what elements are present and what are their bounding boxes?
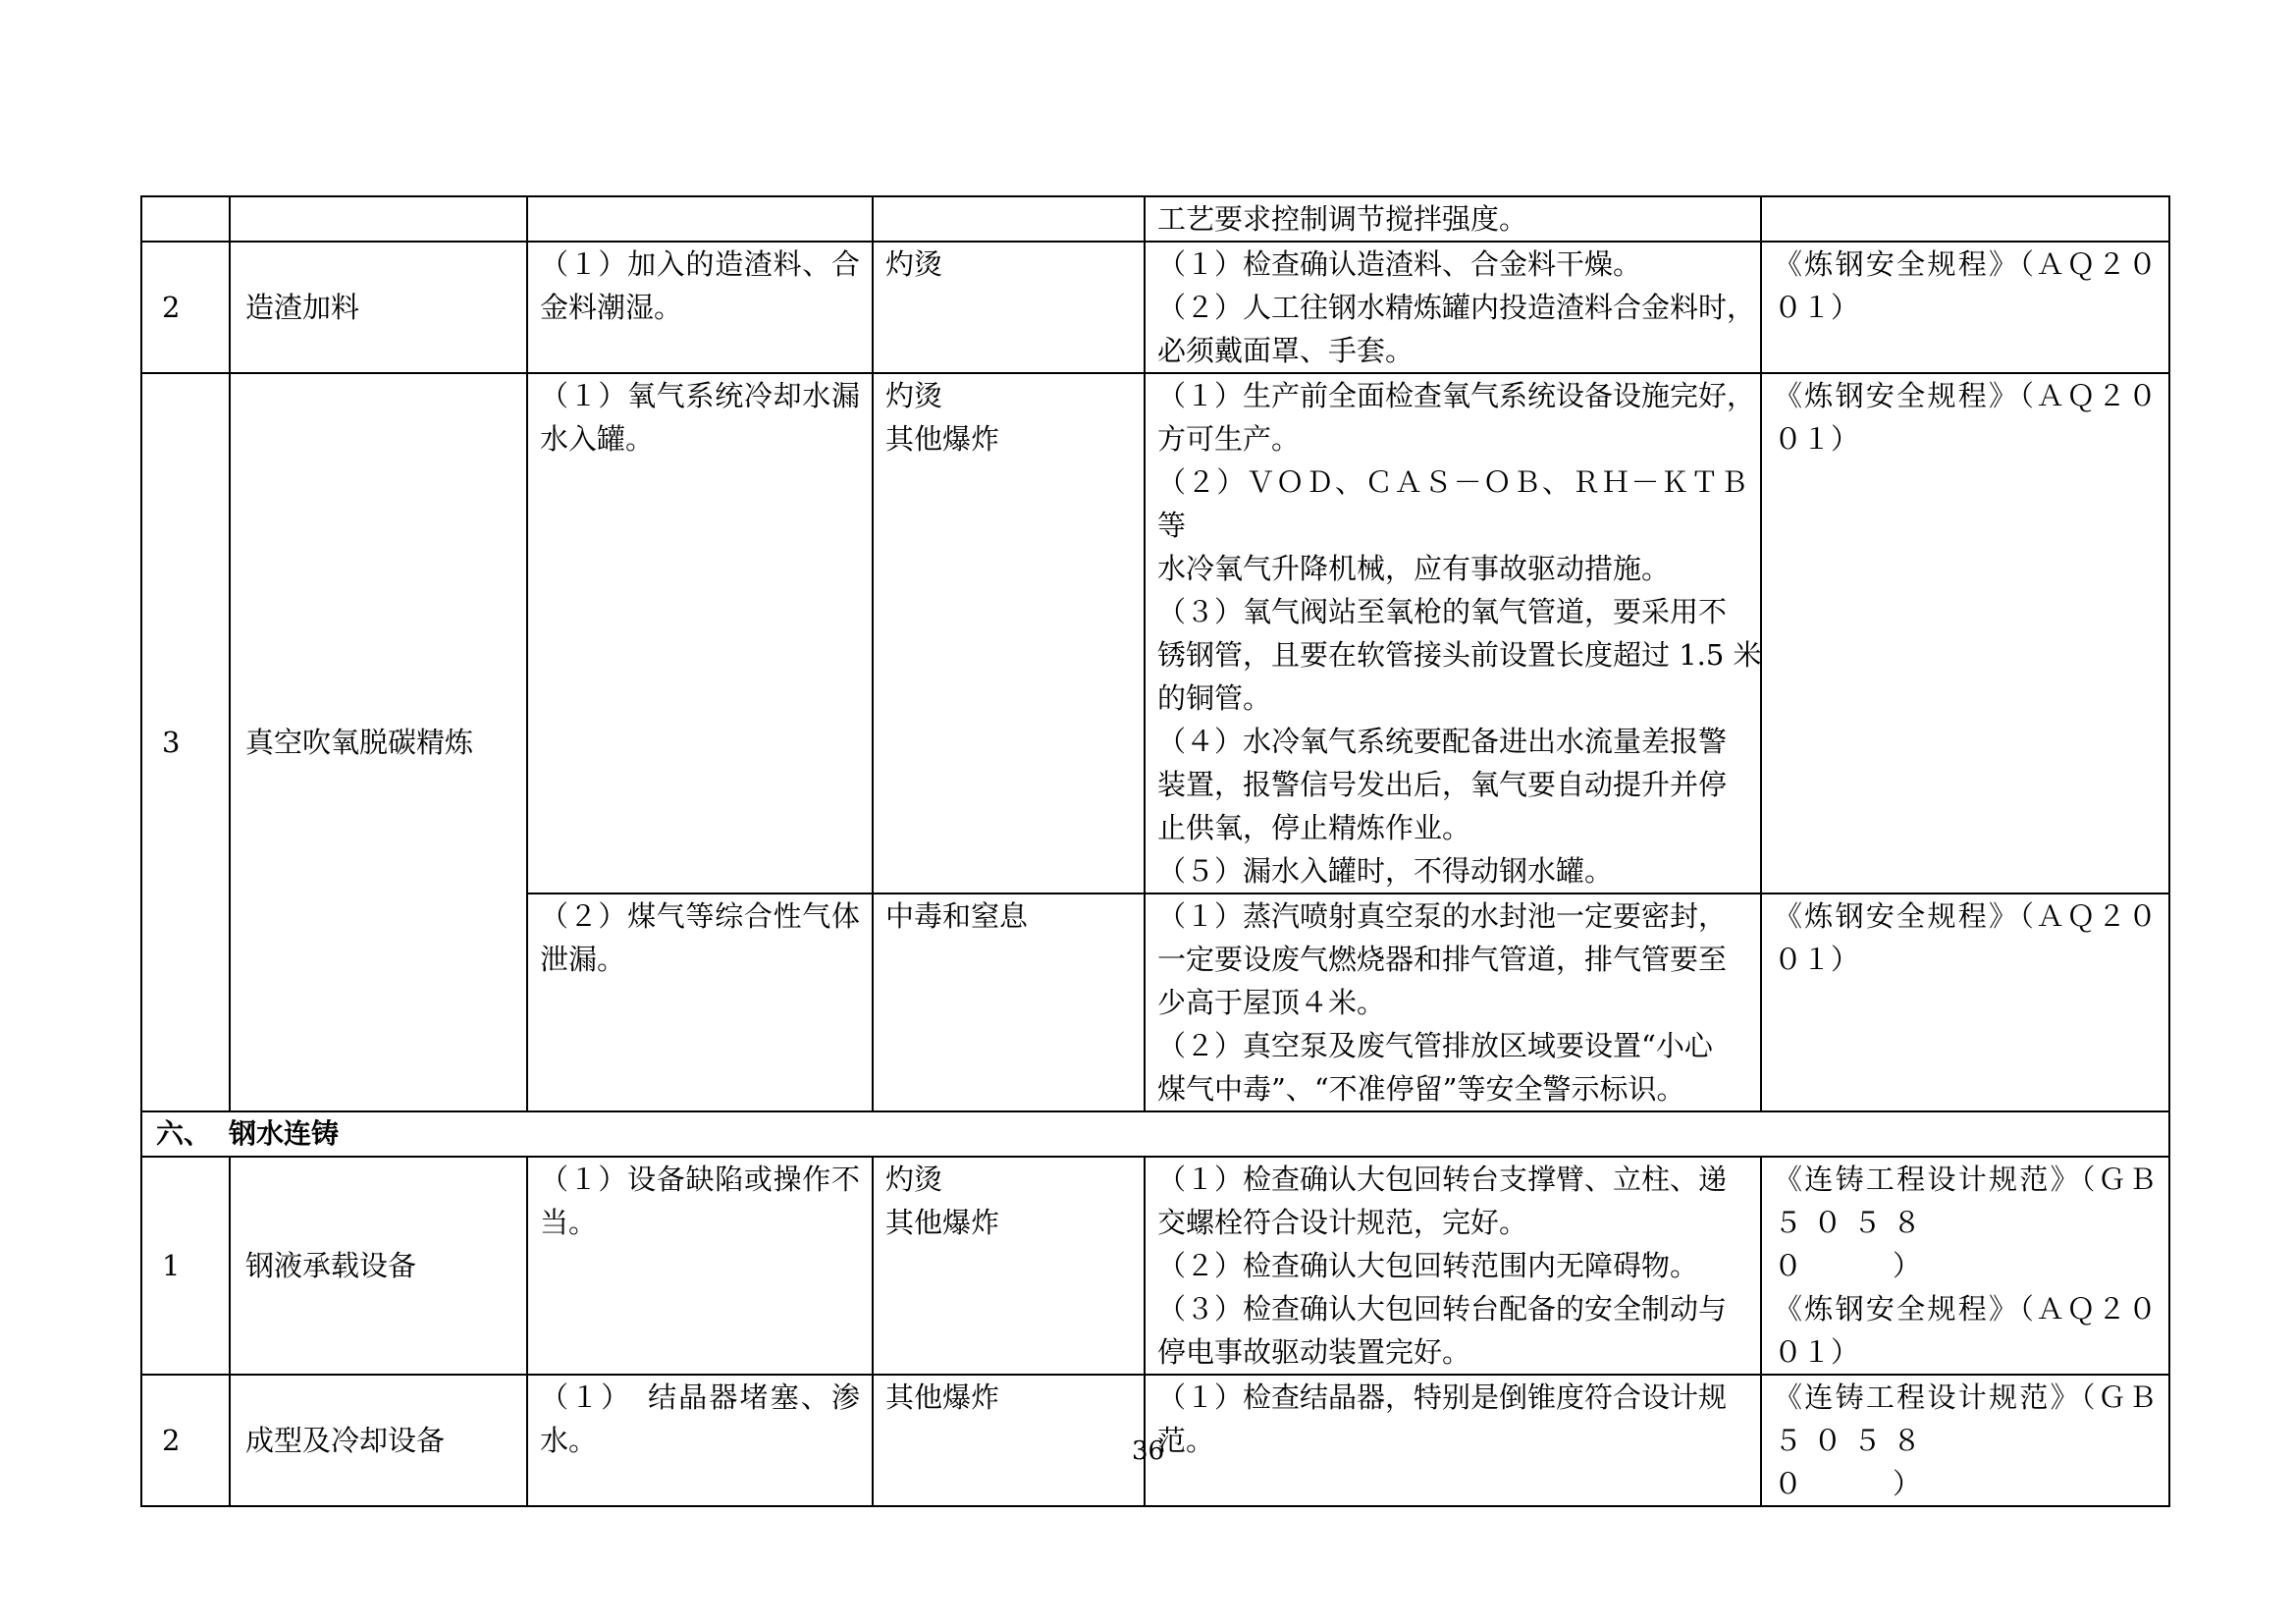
measure-line: 一定要设废气燃烧器和排气管道，排气管要至: [1157, 943, 1728, 976]
measure-line: 的铜管。: [1157, 681, 1272, 715]
cell-cause: [527, 893, 873, 1111]
measure-line: （２）检查确认大包回转范围内无障碍物。: [1157, 1249, 1699, 1282]
measure-line: （１）检查结晶器，特别是倒锥度符合设计规: [1157, 1380, 1728, 1414]
row-number: 3: [141, 373, 230, 1111]
basis-line: 《连铸工程设计规范》（ＧＢ: [1774, 1380, 2157, 1414]
cause-line: （１）氧气系统冷却水漏: [540, 379, 860, 412]
cause-line: 水。: [540, 1424, 598, 1457]
row-number: 2: [141, 1375, 230, 1506]
measure-line: 方可生产。: [1157, 422, 1301, 456]
cause-line: 当。: [540, 1206, 598, 1239]
cell-cause: [527, 196, 873, 242]
table-row-continued: [141, 196, 2169, 242]
cause-line: 金料潮湿。: [540, 291, 683, 324]
hazard-table: [140, 195, 2170, 1507]
cause-line: （１） 结晶器堵塞、渗: [540, 1380, 860, 1414]
cause-line: 泄漏。: [540, 943, 626, 976]
measure-line: （３）检查确认大包回转台配备的安全制动与: [1157, 1292, 1728, 1326]
cell-measures: [1145, 1157, 1761, 1375]
table-row: [141, 373, 2169, 893]
cell-cause: [527, 1157, 873, 1375]
cause-line: （２）煤气等综合性气体: [540, 899, 860, 933]
measure-line: 交螺栓符合设计规范，完好。: [1157, 1206, 1528, 1239]
cell-basis: [1761, 893, 2169, 1111]
process-item: 造渣加料: [230, 242, 527, 373]
basis-line: ０１）: [1774, 1335, 1860, 1369]
cell-accident: [873, 893, 1145, 1111]
cell-basis: [1761, 242, 2169, 373]
accident-type: 中毒和窒息: [885, 899, 1029, 933]
basis-line: 《炼钢安全规程》（ＡＱ２０: [1774, 1292, 2157, 1326]
cell-accident: [873, 242, 1145, 373]
section-number: 六、: [156, 1117, 212, 1150]
cell-accident: [873, 373, 1145, 893]
section-heading: [141, 1111, 2169, 1157]
measure-line: 止供氧，停止精炼作业。: [1157, 811, 1471, 844]
cause-line: （１）设备缺陷或操作不: [540, 1163, 860, 1196]
cell-measures: [1145, 242, 1761, 373]
cell-accident: [873, 1157, 1145, 1375]
cause-line: 水入罐。: [540, 422, 655, 456]
accident-type: 其他爆炸: [885, 1380, 1000, 1414]
measure-line: （３）氧气阀站至氧枪的氧气管道，要采用不: [1157, 595, 1728, 628]
measure-line: （２）ＶＯＤ、ＣＡＳ－ＯＢ、ＲＨ－ＫＴＢ 等: [1157, 465, 1748, 542]
section-title: 钢水连铸: [229, 1117, 340, 1150]
measure-line: （４）水冷氧气系统要配备进出水流量差报警: [1157, 725, 1728, 758]
cell-basis: [1761, 196, 2169, 242]
measure-line: 锈钢管，且要在软管接头前设置长度超过 1.5 米: [1157, 638, 1762, 672]
measure-line: 工艺要求控制调节搅拌强度。: [1157, 202, 1528, 236]
cell-cause: [527, 373, 873, 893]
cell-basis: [1761, 1157, 2169, 1375]
accident-type: 其他爆炸: [885, 422, 1000, 456]
process-item: 真空吹氧脱碳精炼: [230, 373, 527, 1111]
measure-line: （５）漏水入罐时，不得动钢水罐。: [1157, 854, 1614, 888]
cell-cause: [527, 242, 873, 373]
measure-line: 必须戴面罩、手套。: [1157, 334, 1415, 367]
measure-line: （２）人工往钢水精炼罐内投造渣料合金料时，: [1157, 291, 1756, 324]
cell-accident: [873, 196, 1145, 242]
table-row: [141, 242, 2169, 373]
cell-measures: [1145, 373, 1761, 893]
cell-measures: [1145, 893, 1761, 1111]
cell-num: [141, 196, 230, 242]
basis-line: ０１）: [1774, 422, 1860, 456]
basis-line: ５０５８０）: [1774, 1424, 1921, 1500]
measure-line: 少高于屋顶４米。: [1157, 986, 1386, 1019]
basis-line: ５０５８０）: [1774, 1206, 1921, 1282]
measure-line: （２）真空泵及废气管排放区域要设置“小心: [1157, 1029, 1713, 1062]
accident-type: 其他爆炸: [885, 1206, 1000, 1239]
basis-line: ０１）: [1774, 943, 1860, 976]
measure-line: 水冷氧气升降机械，应有事故驱动措施。: [1157, 552, 1671, 585]
process-item: 钢液承载设备: [230, 1157, 527, 1375]
accident-type: 灼烫: [885, 379, 943, 412]
measure-line: （１）生产前全面检查氧气系统设备设施完好，: [1157, 379, 1756, 412]
basis-line: 《连铸工程设计规范》（ＧＢ: [1774, 1163, 2157, 1196]
row-number: 1: [141, 1157, 230, 1375]
section-row: [141, 1111, 2169, 1157]
table-row: [141, 1157, 2169, 1375]
measure-line: 装置，报警信号发出后，氧气要自动提升并停: [1157, 768, 1728, 801]
measure-line: （１）蒸汽喷射真空泵的水封池一定要密封，: [1157, 899, 1728, 933]
basis-line: 《炼钢安全规程》（ＡＱ２０: [1774, 379, 2157, 412]
cause-line: （１）加入的造渣料、合: [540, 247, 860, 281]
cell-measures: [1145, 196, 1761, 242]
measure-line: （１）检查确认造渣料、合金料干燥。: [1157, 247, 1642, 281]
basis-line: ０１）: [1774, 291, 1860, 324]
basis-line: 《炼钢安全规程》（ＡＱ２０: [1774, 247, 2157, 281]
page-number: 36: [1131, 1436, 1165, 1466]
cell-basis: [1761, 373, 2169, 893]
measure-line: （１）检查确认大包回转台支撑臂、立柱、递: [1157, 1163, 1728, 1196]
process-item: 成型及冷却设备: [230, 1375, 527, 1506]
measure-line: 煤气中毒”、“不准停留”等安全警示标识。: [1157, 1072, 1685, 1106]
accident-type: 灼烫: [885, 247, 943, 281]
measure-line: 停电事故驱动装置完好。: [1157, 1335, 1471, 1369]
measure-line: 范。: [1157, 1424, 1215, 1457]
basis-line: 《炼钢安全规程》（ＡＱ２０: [1774, 899, 2157, 933]
cell-item: [230, 196, 527, 242]
accident-type: 灼烫: [885, 1163, 943, 1196]
row-number: 2: [141, 242, 230, 373]
